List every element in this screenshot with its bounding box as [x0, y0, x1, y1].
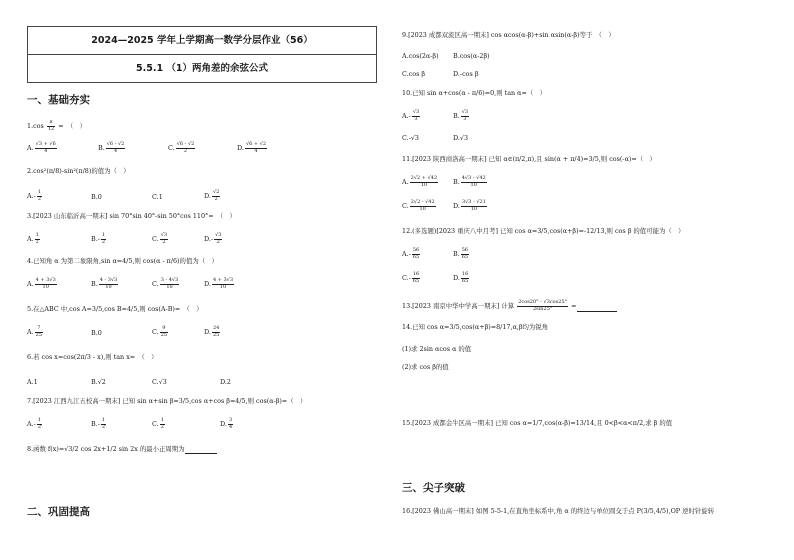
q3-option-a[interactable]: A. $\frac{1}{2}$ [27, 232, 39, 245]
q12-option-d[interactable]: D. $\frac{16}{65}$ [453, 271, 469, 284]
q7-option-d[interactable]: D. $\frac{3}{4}$ [220, 417, 233, 430]
q1-option-d[interactable]: D. $\frac{√6 + √2}{4}$ [237, 141, 267, 154]
q2-option-b[interactable]: B.0 [91, 193, 102, 201]
q2-option-a[interactable]: A.- $\frac{1}{2}$ [27, 189, 41, 202]
section-consolidate: 二、巩固提高 [27, 506, 90, 518]
q11-option-d[interactable]: D. $\frac{3√3 - √21}{10}$ [453, 199, 486, 212]
q12-option-b[interactable]: B. $\frac{56}{65}$ [453, 247, 469, 260]
question-13: 13.[2023 南京中华中学高一期末] 计算 $\frac{2\cos 20^\circ - √3\cos 25^\circ}{2\sin 25^\circ}$ = [402, 300, 617, 312]
q9-option-b[interactable]: B.cos(α-2β) [453, 52, 490, 60]
question-4: 4.已知角 α 为第二象限角,sin α=4/5,则 cos(α - π/6)的值为（ ） [27, 257, 218, 265]
q2-option-d[interactable]: D. $\frac{√2}{2}$ [204, 189, 220, 202]
q3-option-c[interactable]: C. $\frac{√3}{2}$ [152, 232, 168, 245]
q5-option-a[interactable]: A. $\frac{7}{25}$ [27, 325, 43, 338]
q9-option-d[interactable]: D.-cos β [453, 70, 479, 78]
worksheet-title: 2024—2025 学年上学期高一数学分层作业（56） [28, 27, 376, 55]
q7-option-b[interactable]: B.- $\frac{1}{2}$ [91, 417, 106, 430]
question-3: 3.[2023 山东临沂高一期末] sin 70°sin 40°-sin 50°cos 110°= （ ） [27, 212, 236, 220]
question-9: 9.[2023 成都双流区高一期末] cos αcos(α-β)+sin αsin(α-β)等于 （ ） [402, 31, 615, 39]
question-15: 15.[2023 成都金牛区高一期末] 已知 cos α=1/7,cos(α-β)=13/14,且 0<β<α<π/2,求 β 的值 [402, 419, 673, 427]
q10-option-b[interactable]: B. $\frac{√3}{3}$ [453, 109, 469, 122]
q4-option-a[interactable]: A. $\frac{4 + 3√3}{10}$ [27, 277, 56, 290]
left-column [27, 26, 387, 83]
q14-part-1: (1)求 2sin αcos α 的值 [402, 345, 472, 353]
question-12: 12.(多选题)[2023 重庆八中月考] 已知 cos α=3/5,cos(α+β)=-12/13,则 cos β 的值可能为（ ） [402, 227, 685, 235]
q3-option-d[interactable]: D.- $\frac{√3}{2}$ [204, 232, 222, 245]
question-6: 6.若 cos x=cos(2π/3 - x),则 tan x= （ ） [27, 353, 158, 361]
question-11: 11.[2023 陕西商洛高一期末] 已知 α∈(π/2,π),且 sin(α + π/4)=3/5,则 cos(-α)=（ ） [402, 155, 656, 163]
q5-option-b[interactable]: B.0 [91, 329, 102, 337]
q1-option-c[interactable]: C. $\frac{√6 - √2}{2}$ [168, 141, 195, 154]
q4-option-c[interactable]: C. $\frac{3 - 4√3}{10}$ [152, 277, 179, 290]
q9-option-c[interactable]: C.cos β [402, 70, 426, 78]
question-16: 16.[2023 佛山高一期末] 如图 5-5-1,在直角坐标系中,角 α 的终边与单位圆交于点 P(3/5,4/5),OP 逆时针旋转 [402, 507, 715, 515]
question-10: 10.已知 sin α+cos(α - π/6)=0,则 tan α=（ ） [402, 89, 547, 97]
q12-option-a[interactable]: A.- $\frac{56}{65}$ [402, 247, 420, 260]
q11-option-a[interactable]: A. $\frac{2√2 + √42}{10}$ [402, 175, 438, 188]
lesson-title: 5.5.1 （1）两角差的余弦公式 [28, 55, 376, 83]
q14-part-2: (2)求 cos β的值 [402, 363, 449, 371]
q13-answer-blank[interactable] [577, 305, 617, 312]
q1-option-a[interactable]: A. $\frac{√3 + √6}{4}$ [27, 141, 56, 154]
q10-option-c[interactable]: C.-√3 [402, 134, 419, 142]
q5-option-c[interactable]: C. $\frac{9}{25}$ [152, 325, 168, 338]
question-14: 14.已知 cos α=3/5,cos(α+β)=8/17,α,β均为锐角 [402, 323, 549, 331]
q6-option-a[interactable]: A.1 [27, 378, 38, 386]
q7-option-c[interactable]: C. $\frac{1}{2}$ [152, 417, 164, 430]
q1-option-b[interactable]: B. $\frac{√6 - √2}{4}$ [98, 141, 125, 154]
q4-option-b[interactable]: B. $\frac{4 - 3√3}{10}$ [91, 277, 118, 290]
q3-option-b[interactable]: B.- $\frac{1}{2}$ [91, 232, 106, 245]
section-basic: 一、基础夯实 [27, 94, 90, 106]
q4-option-d[interactable]: D. $\frac{4 + 3√3}{10}$ [204, 277, 234, 290]
q7-option-a[interactable]: A.- $\frac{1}{2}$ [27, 417, 41, 430]
question-7: 7.[2023 江西九江五校高一期末] 已知 sin α+sin β=3/5,cos α+cos β=4/5,则 cos(α-β)=（ ） [27, 397, 307, 405]
q11-option-c[interactable]: C. $\frac{2√2 - √42}{10}$ [402, 199, 435, 212]
q11-option-b[interactable]: B. $\frac{4√3 - √42}{10}$ [453, 175, 486, 188]
q6-option-b[interactable]: B.√2 [91, 378, 106, 386]
q5-option-d[interactable]: D. $\frac{24}{25}$ [204, 325, 220, 338]
q2-option-c[interactable]: C.1 [152, 193, 163, 201]
q12-option-c[interactable]: C.- $\frac{16}{65}$ [402, 271, 420, 284]
q9-option-a[interactable]: A.cos(2α-β) [402, 52, 439, 60]
question-8: 8.函数 f(x)=√3/2 cos 2x+1/2 sin 2x 的最小正周期为 [27, 446, 217, 454]
q10-option-d[interactable]: D.√3 [453, 134, 469, 142]
q8-answer-blank[interactable] [185, 447, 217, 454]
q6-option-d[interactable]: D.2 [220, 378, 231, 386]
question-2: 2.cos²(π/8)-sin²(π/8)的值为（ ） [27, 167, 130, 175]
question-1: 1.cos $\frac{\pi}{12}$ = （ ） [27, 119, 86, 132]
question-5: 5.在△ABC 中,cos A=3/5,cos B=4/5,则 cos(A-B)= （ ） [27, 305, 203, 313]
section-advanced: 三、尖子突破 [402, 482, 465, 494]
header-box [27, 26, 377, 83]
q10-option-a[interactable]: A.- $\frac{√3}{3}$ [402, 109, 420, 122]
q6-option-c[interactable]: C.√3 [152, 378, 167, 386]
